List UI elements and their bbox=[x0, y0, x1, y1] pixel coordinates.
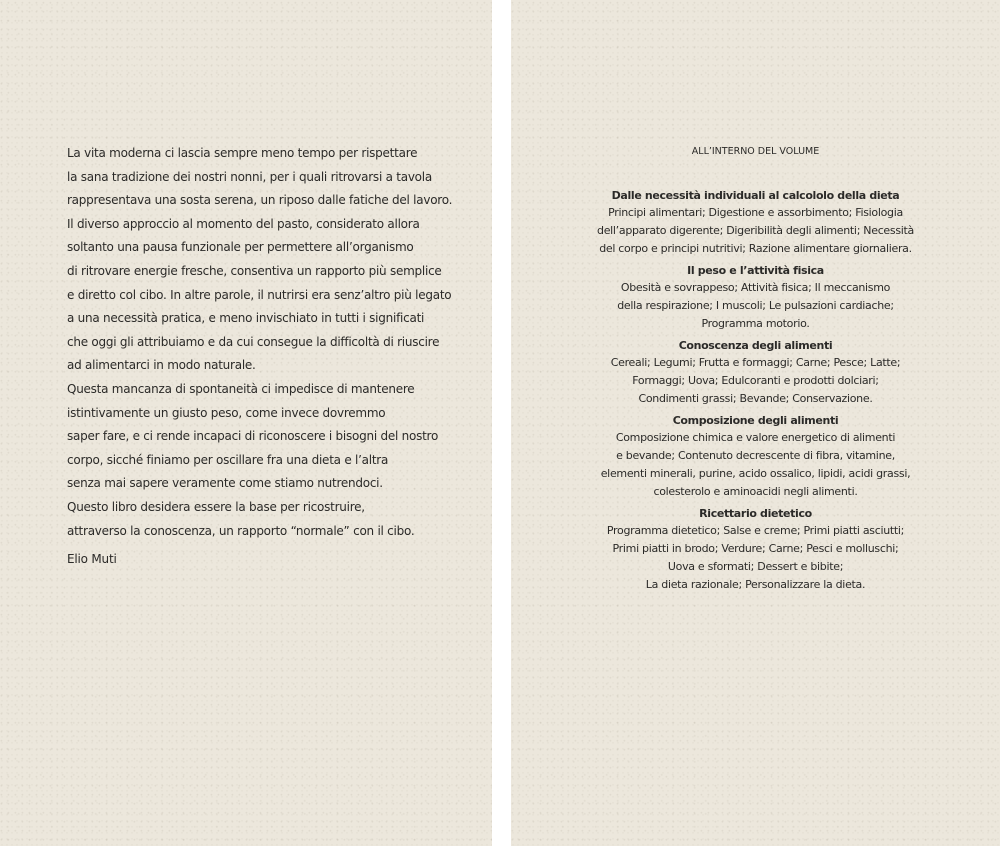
contents-list bbox=[511, 145, 1000, 598]
left-page bbox=[0, 0, 492, 846]
contents-section bbox=[511, 262, 1000, 333]
intro-line: soltanto una pausa funzionale per permettere all’organismo bbox=[67, 240, 414, 255]
contents-heading: ALL’INTERNO DEL VOLUME bbox=[691, 146, 820, 157]
author-signature: Elio Muti bbox=[67, 552, 117, 566]
contents-section bbox=[511, 505, 1000, 594]
intro-line: che oggi gli attribuiamo e da cui consegue la difficoltà di riuscire bbox=[67, 334, 440, 349]
intro-line: Il diverso approccio al momento del pasto, considerato allora bbox=[67, 216, 420, 231]
section-line: colesterolo e aminoacidi negli alimenti. bbox=[653, 485, 858, 498]
section-title: Il peso e l’attività fisica bbox=[687, 264, 824, 277]
intro-line: e diretto col cibo. In altre parole, il nutrirsi era senz’altro più legato bbox=[67, 287, 452, 302]
contents-section bbox=[511, 187, 1000, 258]
section-line: elementi minerali, purine, acido ossalico, lipidi, acidi grassi, bbox=[600, 467, 911, 480]
intro-line: corpo, sicché finiamo per oscillare fra una dieta e l’altra bbox=[67, 452, 389, 467]
intro-line: di ritrovare energie fresche, consentiva un rapporto più semplice bbox=[67, 263, 442, 278]
intro-line: Questo libro desidera essere la base per ricostruire, bbox=[67, 499, 365, 514]
section-line: La dieta razionale; Personalizzare la dieta. bbox=[645, 578, 866, 591]
intro-line: a una necessità pratica, e meno invischiato in tutti i significati bbox=[67, 311, 425, 326]
section-line: Primi piatti in brodo; Verdure; Carne; Pesci e molluschi; bbox=[612, 542, 899, 555]
intro-line: ad alimentarci in modo naturale. bbox=[67, 358, 256, 373]
intro-line: rappresentava una sosta serena, un riposo dalle fatiche del lavoro. bbox=[67, 193, 453, 208]
contents-section bbox=[511, 412, 1000, 501]
intro-line: senza mai sapere veramente come stiamo nutrendoci. bbox=[67, 476, 383, 491]
intro-line: saper fare, e ci rende incapaci di riconoscere i bisogni del nostro bbox=[67, 429, 439, 444]
intro-text bbox=[67, 142, 453, 543]
intro-line: La vita moderna ci lascia sempre meno tempo per rispettare bbox=[67, 146, 418, 160]
intro-line: Questa mancanza di spontaneità ci impedisce di mantenere bbox=[67, 381, 415, 396]
section-line: Uova e sformati; Dessert e bibite; bbox=[667, 560, 844, 573]
section-line: del corpo e principi nutritivi; Razione alimentare giornaliera. bbox=[599, 242, 912, 255]
intro-line: istintivamente un giusto peso, come invece dovremmo bbox=[67, 405, 386, 420]
section-line: dell’apparato digerente; Digeribilità degli alimenti; Necessità bbox=[597, 224, 914, 237]
section-line: Cereali; Legumi; Frutta e formaggi; Carne; Pesce; Latte; bbox=[610, 356, 901, 369]
intro-line: la sana tradizione dei nostri nonni, per i quali ritrovarsi a tavola bbox=[67, 169, 432, 184]
section-line: Programma motorio. bbox=[701, 317, 810, 330]
section-title: Conoscenza degli alimenti bbox=[678, 339, 833, 352]
section-line: Obesità e sovrappeso; Attività fisica; Il meccanismo bbox=[620, 281, 891, 294]
right-page bbox=[511, 0, 1000, 846]
intro-line: attraverso la conoscenza, un rapporto “normale” con il cibo. bbox=[67, 523, 415, 538]
section-title: Ricettario dietetico bbox=[699, 507, 812, 520]
section-line: Composizione chimica e valore energetico di alimenti bbox=[615, 431, 896, 444]
section-line: Condimenti grassi; Bevande; Conservazione. bbox=[638, 392, 873, 405]
section-title: Composizione degli alimenti bbox=[672, 414, 839, 427]
section-line: e bevande; Contenuto decrescente di fibra, vitamine, bbox=[616, 449, 895, 462]
section-line: Principi alimentari; Digestione e assorbimento; Fisiologia bbox=[608, 206, 903, 219]
section-line: Programma dietetico; Salse e creme; Primi piatti asciutti; bbox=[606, 524, 905, 537]
section-line: della respirazione; I muscoli; Le pulsazioni cardiache; bbox=[617, 299, 894, 312]
contents-section bbox=[511, 337, 1000, 408]
section-title: Dalle necessità individuali al calcololo della dieta bbox=[611, 189, 900, 202]
section-line: Formaggi; Uova; Edulcoranti e prodotti dolciari; bbox=[632, 374, 879, 387]
